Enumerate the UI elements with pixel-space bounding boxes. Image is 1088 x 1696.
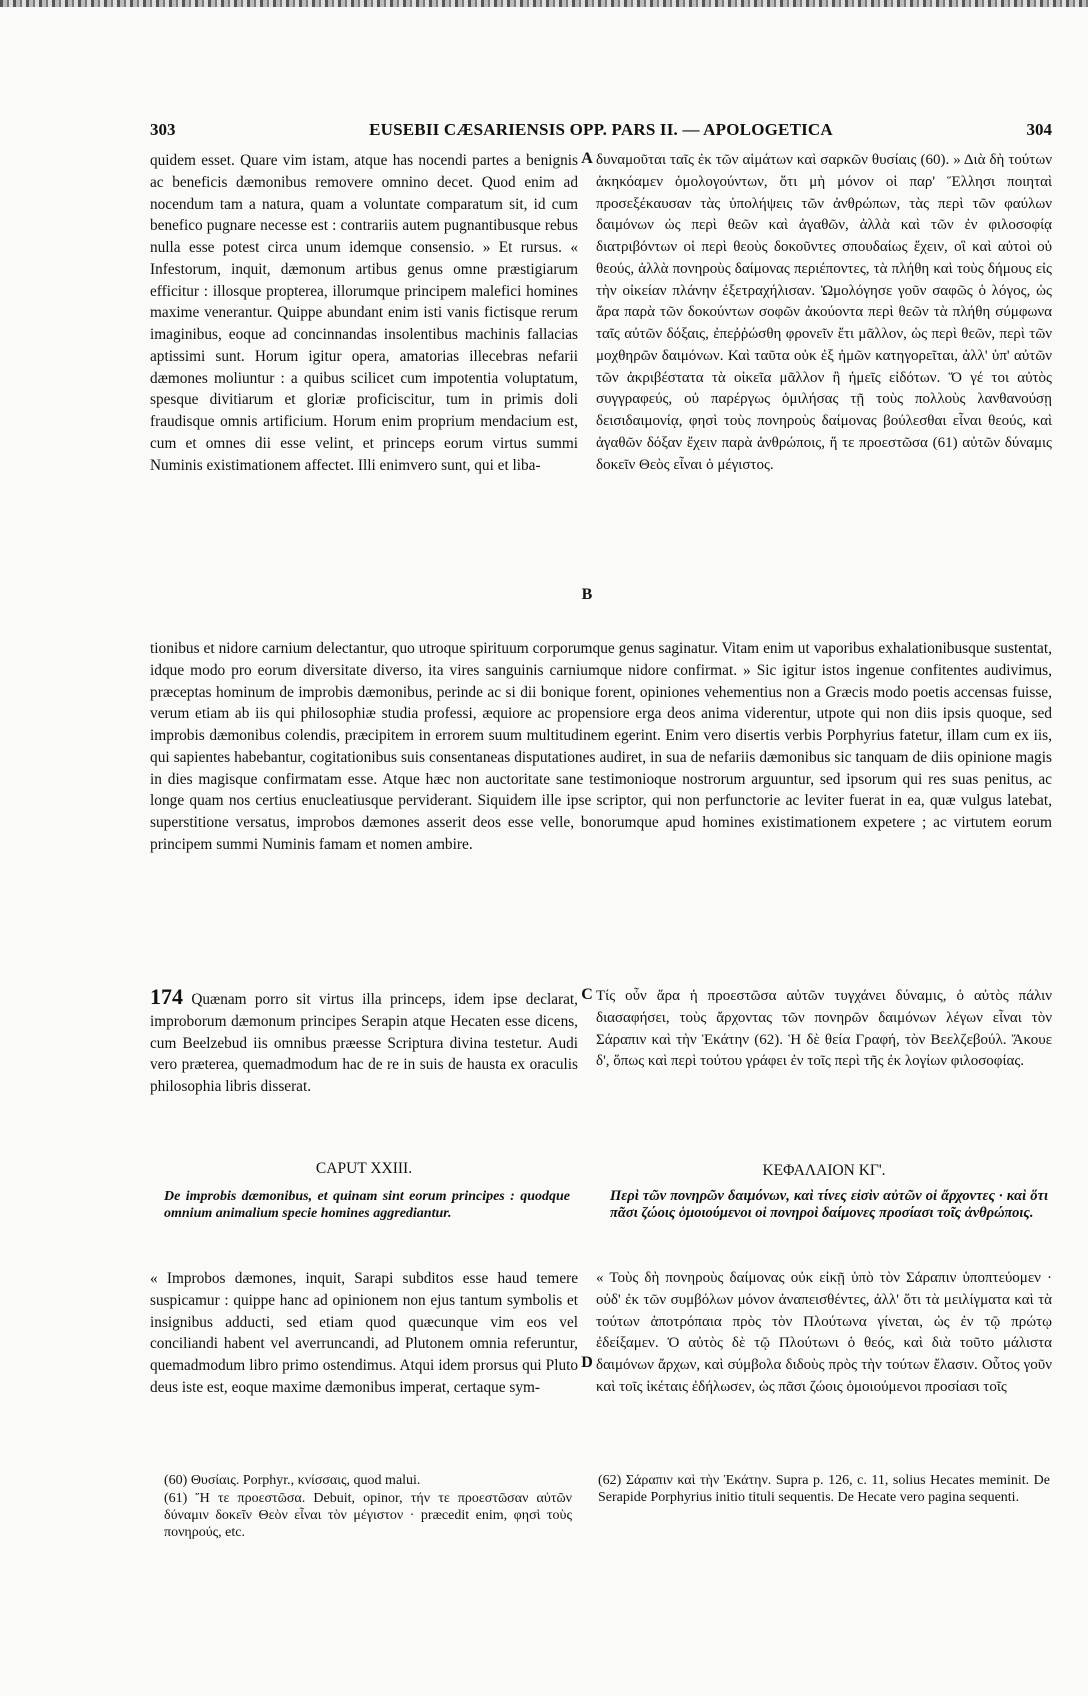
chapter-heading-latin: CAPUT XXIII. bbox=[315, 1160, 413, 1177]
margin-letter-d: D bbox=[581, 1354, 593, 1371]
page-number-left: 303 bbox=[150, 120, 176, 139]
footnote-60: (60) Θυσίαις. Porphyr., κνίσσαις, quod malui. bbox=[164, 1473, 421, 1488]
greek-section-174: Τίς οὖν ἄρα ἡ προεστῶσα αὐτῶν τυγχάνει δύναμις, ὁ αὐτὸς πάλιν διασαφήσει, τοὺς ἄρχοντας τῶν πονηρῶν δαιμόνων λέγων εἶναι τὸν Σάραπιν καὶ τὴν Ἑκάτην (62). Ἡ δὲ θεία Γραφή, τὸν Βεελζεβούλ. Ἄκουε δ', ὅπως καὶ περὶ τούτου γράφει ἐν τοῖς περὶ τῆς ἐκ λογίων φιλοσοφίας. bbox=[596, 988, 1052, 1070]
footnote-62: (62) Σάραπιν καὶ τὴν Ἑκάτην. Supra p. 126, c. 11, solius Hecates meminit. De Serapide Porphyrius initio tituli sequentis. De Hecate vero pagina sequenti. bbox=[598, 1473, 1050, 1505]
page-number-right: 304 bbox=[1026, 120, 1052, 139]
chapter-heading-greek: ΚΕΦΑΛΑΙΟΝ ΚΓ'. bbox=[762, 1162, 886, 1179]
margin-letter-b: B bbox=[581, 586, 593, 603]
latin-section-174-text: Quænam porro sit virtus illa princeps, idem ipse declarat, improborum dæmonum principes Serapin atque Hecaten esse dicens, cum Beelzebud iis omnibus præesse Scriptura divina testetur. Audi vero præterea, quemadmodum hac de re in suis de hausta ex oraculis philosophia libris disserat. bbox=[150, 991, 578, 1095]
section-number: 174 bbox=[150, 984, 183, 1009]
scan-edge bbox=[0, 0, 1088, 7]
margin-letter-a: A bbox=[581, 150, 593, 167]
chapter-summary-latin: De improbis dæmonibus, et quinam sint eorum principes : quodque omnium animalium specie homines aggrediantur. bbox=[164, 1189, 570, 1221]
chapter-summary-greek: Περὶ τῶν πονηρῶν δαιμόνων, καὶ τίνες εἰσὶν αὐτῶν οἱ ἄρχοντες · καὶ ὅτι πᾶσι ζώοις ὁμοιούμενοι οἱ πονηροὶ δαίμονες προσίασι τοῖς ἀνθρώποις. bbox=[610, 1188, 1048, 1221]
greek-column-top: δυναμοῦται ταῖς ἐκ τῶν αἱμάτων καὶ σαρκῶν θυσίαις (60). » Διὰ δὴ τούτων ἀκηκόαμεν ὁμολογούντων, ὅτι μὴ μόνον οἱ παρ' Ἕλλησι ποιηταὶ προσεξέκαυσαν τὰς ὑπολήψεις τῶν ἀνθρώπων, τὰς περὶ τῶν φαύλων δαιμόνων ὡς περὶ θεῶν καὶ ἀγαθῶν, ἀλλὰ καὶ τῶν ἐν φιλοσοφίᾳ διατριβόντων οἱ περὶ θεοὺς δοκοῦντες σπουδαίως ἔχειν, οἳ καὶ αὐτοὶ οὐ θεούς, ἀλλὰ πονηροὺς δαίμονας περιέποντες, τὰ πλήθη καὶ τοὺς δήμους εἰς τὴν οἰκείαν πλάνην ἐξετραχήλισαν. Ὡμολόγησε γοῦν σαφῶς ὁ λόγος, ὡς ἄρα παρὰ τῶν δοκούντων σοφῶν ἀκούοντα περὶ θεῶν τὰ πλήθη σύμφωνα ταῖς αὐτῶν δόξαις, ἐπεῤῥώσθη φρονεῖν ἔτι μᾶλλον, ὡς περὶ θεῶν, περὶ τῶν μοχθηρῶν δαιμόνων. Καὶ ταῦτα οὐκ ἐξ ἡμῶν κατηγορεῖται, ἀλλ' ὑπ' αὐτῶν τῶν ἀκριβέστατα τὰ οἰκεῖα μᾶλλον ἢ ἡμεῖς εἰδότων. Ὅ γέ τοι αὐτὸς συγγραφεύς, οὐ παρέργως ὁμιλήσας τῇ τοὺς πολλοὺς λανθανούσῃ δεισιδαιμονίᾳ, φησὶ τοὺς πονηροὺς δαίμονας βούλεσθαι εἶναι θεούς, καὶ ἀγαθῶν δόξαν ἔχειν παρὰ ἀνθρώποις, ἥ τε προεστῶσα (61) αὐτῶν δύναμις δοκεῖν Θεὸς εἶναι ὁ μέγιστος. bbox=[596, 152, 1052, 473]
running-header bbox=[150, 120, 1052, 142]
footnote-61: (61) Ἥ τε προεστῶσα. Debuit, opinor, τήν τε προεστῶσαν αὐτῶν δύναμιν δοκεῖν Θεὸν εἶναι τὸν μέγιστον · præcedit enim, φησὶ τοὺς πονηρούς, etc. bbox=[164, 1491, 572, 1540]
latin-column-top: quidem esset. Quare vim istam, atque has nocendi partes a benignis ac beneficis dæmonibus removere omnino decet. Quod enim ad nocendum tam a natura, quam a voluntate comparatum sit, id cum benefico pugnare necesse est : contrariis autem pugnantibusque rebus nulla esse potest circa unum idemque consensio. » Et rursus. « Infestorum, inquit, dæmonum artibus genus omne præstigiarum efficitur : illosque propterea, illorumque principem malefici homines maxime venerantur. Quippe abundant enim isti vanis fictisque rerum imaginibus, eoque ad concinnandas insolentibus machinis fallacias aptissimi sunt. Horum igitur opera, amatorias illecebras nefarii dæmones moliuntur : a quibus scilicet cum impotentia voluptatum, spesque divitiarum et gloriæ proficiscitur, tum in primis doli fraudisque omnis artificium. Horum enim proprium mendacium est, cum et omnes dii esse velint, et princeps eorum virtus summi Numinis existimationem affectet. Illi enimvero sunt, qui et liba- bbox=[150, 152, 578, 474]
full-width-paragraph: tionibus et nidore carnium delectantur, quo utroque spirituum corporumque genus saginatur. Vitam enim ut vaporibus exhalationibusque sustentat, idque modo pro eorum diversitate diverso, ita vires sanguinis carniumque nidore confirmat. » Sic igitur istos ingenue confitentes audivimus, præceptas hominum de improbis dæmonibus, perinde ac si dii bonique forent, opiniones vehementius non a Græcis modo poetis accensas fuisse, verum etiam ab iis qui philosophiæ studia professi, æquiore ac propensiore erga deos anima viderentur, utpote qui non diis ipsis quoque, sed improbis dæmonibus colendis, præcipitem in errorem suum multitudinem egerint. Enim vero disertis verbis Porphyrius fatetur, illam cum ex iis, qui sapientes habebantur, cogitationibus suis consentaneas disputationes audiret, in sua de nefariis dæmonibus sic tanquam de diis opinione magis in dies magisque confirmatam esse. Atque hæc non auctoritate sane testimonioque nostrorum arguuntur, sed ipsorum qui res suas penitus, ac longe quam nos certius enucleatiusque perviderant. Siquidem ille ipse scriptor, qui non perfunctorie ac leviter fuerat in ea, quæ vulgus latebat, superstitione versatus, improbos dæmones asserit deos esse velle, bonorumque apud homines existimationem expetere ; ac virtutem eorum principem summi Numinis famam et nomen ambire. bbox=[150, 640, 1052, 853]
latin-column-bottom: « Improbos dæmones, inquit, Sarapi subditos esse haud temere suspicamur : quippe hanc ad opinionem non ejus tantum symbolis et insignibus adducti, sed etiam quod quæcunque vim eos vel conciliandi habent vel averruncandi, ad Plutonem omnia referuntur, quemadmodum libro primo ostendimus. Atqui idem prorsus qui Pluto deus iste est, eoque maxime dæmonibus imperat, certaque sym- bbox=[150, 1270, 578, 1396]
greek-column-bottom: « Τοὺς δὴ πονηροὺς δαίμονας οὐκ εἰκῇ ὑπὸ τὸν Σάραπιν ὑποπτεύομεν · οὐδ' ἐκ τῶν συμβόλων μόνον ἀναπεισθέντες, ἀλλ' ὅτι τὰ μειλίγματα καὶ τὰ τούτων ἀποτρόπαια πρὸς τὸν Πλούτωνα γίνεται, ὡς ἐν τῷ πρώτῳ ἐδείξαμεν. Ὁ αὐτὸς δὲ τῷ Πλούτωνι ὁ θεός, καὶ διὰ τοῦτο μάλιστα δαιμόνων ἄρχων, καὶ σύμβολα διδοὺς πρὸς τὴν τούτων ἔλασιν. Οὗτος γοῦν καὶ τοῖς ἱκέταις ἐδήλωσεν, ὡς πᾶσι ζώοις ὁμοιούμενοι προσίασι τοῖς bbox=[596, 1270, 1052, 1395]
header-title: EUSEBII CÆSARIENSIS OPP. PARS II. — APOLOGETICA bbox=[369, 120, 833, 139]
latin-section-174 bbox=[150, 986, 578, 1098]
margin-letter-c: C bbox=[581, 986, 593, 1003]
